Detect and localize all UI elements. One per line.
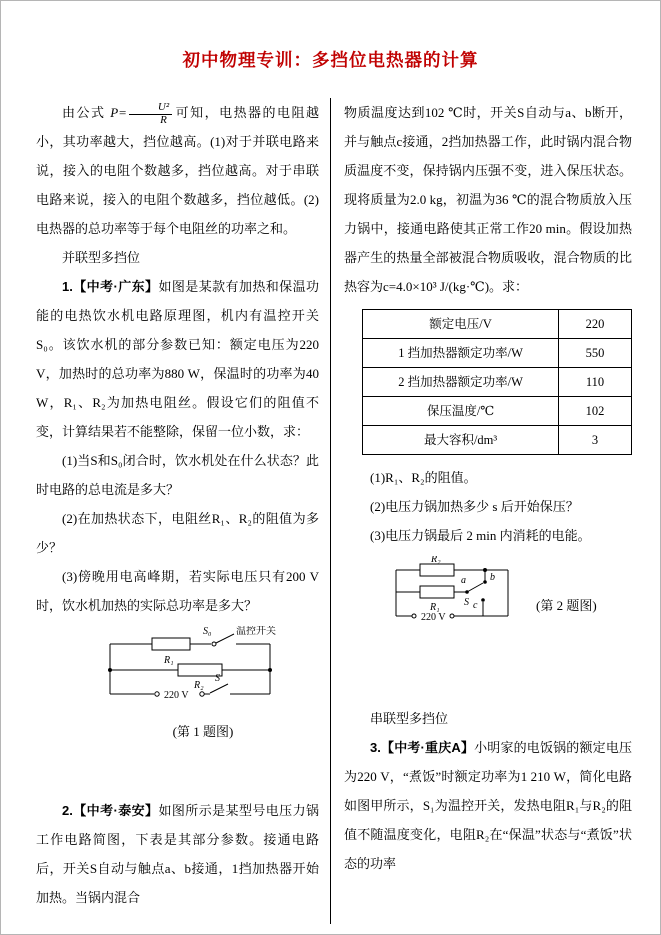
resistor-r2-label: R₂	[431, 556, 441, 565]
problem1-question-2: (2)在加热状态下，电阻丝R₁、R₂的阻值为多少？	[36, 511, 320, 555]
figure-2-caption: (第 2 题图)	[536, 598, 597, 613]
problem1-question-1: (1)当S和S₀闭合时，饮水机处在什么状态？此时电路的总电流是多大？	[36, 453, 320, 497]
intro-pre: 由公式	[62, 105, 111, 120]
formula-fraction	[129, 102, 172, 126]
page-title: 初中物理专训：多挡位电热器的计算	[182, 50, 479, 70]
problem2-body-right: 物质温度达到102 ℃时，开关S自动与a、b断开，并与触点c接通，2挡加热器工作，此时锅内混合物质温度不变，保持锅内压强不变，进入保压状态。现将质量为2.0 kg，初温为36 ℃的混合物质放入压力锅中，接通电路使其正常工作20 min。假设加热器产生的热量全部被混合物质吸收，混合物质的比热容为c=4.0×10³ J/(kg·℃)。求：	[344, 105, 632, 294]
circuit-diagram-1	[98, 626, 308, 708]
param-value: 110	[559, 368, 632, 397]
voltage-source-label: 220 V	[421, 612, 446, 623]
table-row	[363, 397, 632, 426]
param-value: 3	[559, 426, 632, 455]
problem2-body-left	[36, 796, 319, 912]
figure-2	[388, 556, 632, 626]
param-label: 1 挡加热器额定功率/W	[363, 339, 559, 368]
problem2-lead: 2.【中考·泰安】	[62, 803, 159, 818]
series-section	[344, 704, 632, 878]
resistor-r1	[420, 586, 454, 598]
intro-formula-lhs: P=	[110, 105, 127, 120]
param-value: 220	[559, 310, 632, 339]
param-value: 550	[559, 339, 632, 368]
problem2-question-2: (2)电压力锅加热多少 s 后开始保压？	[370, 499, 579, 514]
switch-s-label: S	[464, 597, 470, 608]
param-label: 最大容积/dm³	[363, 426, 559, 455]
resistor-r2-label: R₂	[194, 680, 204, 691]
section-heading-series: 串联型多挡位	[370, 711, 449, 726]
problem3-rest: 小明家的电饭锅的额定电压为220 V，“煮饭”时额定功率为1 210 W，简化电路如图甲所示，S₁为温控开关，发热电阻R₁与R₂的阻值不随温度变化，电阻R₂在“保温”状态与“煮饭”状态的功率	[344, 740, 632, 871]
fraction-denominator: R	[160, 113, 167, 126]
problem1-lead: 1.【中考·广东】	[62, 279, 159, 294]
contact-c-label: c	[473, 600, 478, 611]
problem2-question-3: (3)电压力锅最后 2 min 内消耗的电能。	[370, 528, 591, 543]
parameters-table	[362, 309, 632, 455]
section-heading-parallel: 并联型多挡位	[62, 250, 141, 265]
table-row	[363, 339, 632, 368]
problem2-question-1: (1)R₁、R₂的阻值。	[370, 470, 477, 485]
problem2-rest-left: 如图所示是某型号电压力锅工作电路简图，下表是其部分参数。接通电路后，开关S自动与触点a、b接通，1挡加热器开始加热。当锅内混合	[36, 803, 320, 905]
param-label: 2 挡加热器额定功率/W	[363, 368, 559, 397]
fraction-numerator: U²	[129, 102, 172, 115]
contact-a-label: a	[461, 575, 467, 586]
contact-c	[481, 598, 485, 602]
right-column	[331, 98, 660, 924]
voltage-source-label: 220 V	[164, 690, 189, 701]
left-column	[1, 98, 331, 924]
switch-s-label: S	[215, 673, 220, 684]
param-label: 保压温度/℃	[363, 397, 559, 426]
figure-1	[98, 626, 308, 745]
table-row	[363, 310, 632, 339]
switch-s0-label: S₀	[203, 626, 212, 637]
table-row	[363, 368, 632, 397]
figure-1-caption: (第 1 题图)	[172, 724, 234, 739]
resistor-r1	[152, 638, 190, 650]
problem1-body	[36, 272, 319, 446]
param-label: 额定电压/V	[363, 310, 559, 339]
resistor-r1-label: R₁	[164, 655, 174, 666]
problem3-body	[344, 733, 632, 878]
two-column-layout	[1, 98, 660, 924]
table-row	[363, 426, 632, 455]
circuit-diagram-2	[388, 556, 520, 626]
intro-post: 可知，电热器的电阻越小，其功率越大，挡位越高。(1)对于并联电路来说，接入的电阻个数越多，挡位越高。对于串联电路来说，接入的电阻个数越多，挡位越低。(2)电热器的总功率等于每个电阻丝的功率之和。	[36, 105, 320, 236]
problem1-rest: 如图是某款有加热和保温功能的电热饮水机电路原理图，机内有温控开关S₀。该饮水机的部分参数已知：额定电压为220 V，加热时的总功率为880 W，保温时的功率为40 W，R₁、R₂为加热电阻丝。假设它们的阻值不变，计算结果若不能整除，保留一位小数，求：	[36, 279, 320, 439]
contact-b-label: b	[490, 572, 496, 583]
thermostat-switch-label: 温控开关	[236, 626, 276, 637]
resistor-r2	[420, 564, 454, 576]
problem3-lead: 3.【中考·重庆A】	[370, 740, 475, 755]
problem1-question-3: (3)傍晚用电高峰期，若实际电压只有200 V时，饮水机加热的实际总功率是多大？	[36, 569, 320, 613]
resistor-r1-label: R₁	[430, 602, 440, 613]
param-value: 102	[559, 397, 632, 426]
intro-paragraph	[36, 98, 319, 243]
